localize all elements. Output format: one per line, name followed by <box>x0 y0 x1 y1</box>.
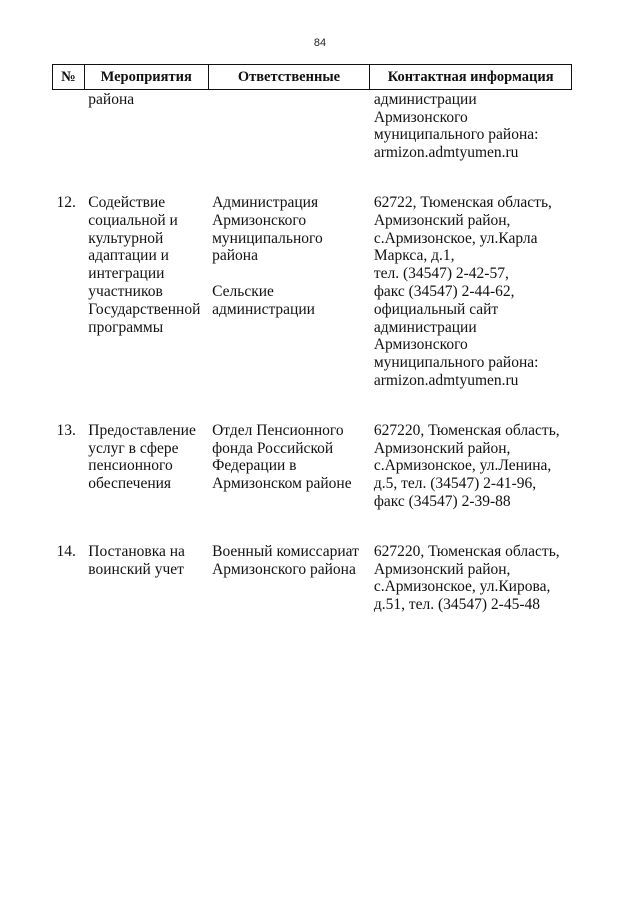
contact-line: 62722, Тюменская область, <box>373 193 552 211</box>
contact-cell <box>370 194 572 390</box>
contact-line: Армизонский район, <box>373 560 511 578</box>
contact-line: с.Армизонское, ул.Кирова, <box>373 578 551 596</box>
event-line: воинский учет <box>88 560 184 578</box>
contact-line: 627220, Тюменская область, <box>373 542 560 560</box>
row-number <box>53 89 85 162</box>
contact-line: Маркса, д.1, <box>373 247 455 265</box>
row-number: 13. <box>56 421 76 439</box>
table-row <box>53 543 572 614</box>
responsible-line: Армизонском районе <box>212 475 352 493</box>
responsible-line: Сельские <box>212 282 274 300</box>
event-line: участников <box>88 282 163 300</box>
contact-cell <box>370 89 572 162</box>
responsible-line: Армизонского района <box>212 560 356 578</box>
event-cell <box>84 194 208 390</box>
responsible-cell <box>208 89 370 162</box>
event-line: Государственной <box>88 300 201 318</box>
contact-line: д.5, тел. (34547) 2-41-96, <box>373 475 537 493</box>
contact-line: с.Армизонское, ул.Ленина, <box>373 457 552 475</box>
row-number: 14. <box>56 542 76 560</box>
contact-line: Армизонский район, <box>373 439 511 457</box>
contact-line: муниципального района: <box>373 354 539 372</box>
table-header-row <box>53 65 572 90</box>
contact-line: факс (34547) 2-44-62, <box>373 282 515 300</box>
table-row <box>53 422 572 511</box>
event-line: услуг в сфере <box>88 439 179 457</box>
page-number: 84 <box>313 37 327 49</box>
event-line: социальной и <box>88 211 178 229</box>
contact-line: муниципального района: <box>373 126 539 144</box>
responsible-cell <box>208 194 370 390</box>
responsible-line: Армизонского <box>212 211 307 229</box>
table-row <box>53 194 572 390</box>
contact-cell <box>370 543 572 614</box>
responsible-line: района <box>212 247 258 265</box>
event-line: адаптации и <box>88 247 169 265</box>
responsible-line: Администрация <box>212 193 319 211</box>
contact-line: armizon.admtyumen.ru <box>373 144 519 162</box>
contact-line: armizon.admtyumen.ru <box>373 371 519 389</box>
event-line: культурной <box>88 229 164 247</box>
contact-line: администрации <box>373 90 477 108</box>
event-cell <box>84 89 208 162</box>
contact-line: официальный сайт <box>373 300 499 318</box>
header-events: Мероприятия <box>84 65 208 90</box>
event-line: Содействие <box>88 193 166 211</box>
responsible-line: Федерации в <box>212 457 297 475</box>
contact-line: Армизонского <box>373 108 468 126</box>
contacts-table <box>52 64 572 614</box>
contact-line: 627220, Тюменская область, <box>373 421 560 439</box>
contact-line: тел. (34547) 2-42-57, <box>373 265 509 283</box>
responsible-line: администрации <box>212 300 315 318</box>
responsible-cell <box>208 543 370 614</box>
event-line: программы <box>88 318 164 336</box>
contact-line: с.Армизонское, ул.Карла <box>373 229 538 247</box>
header-number: № <box>53 65 85 90</box>
event-cell <box>84 422 208 511</box>
contact-line: Армизонский район, <box>373 211 511 229</box>
event-line: района <box>88 90 135 108</box>
event-line: пенсионного <box>88 457 173 475</box>
responsible-line: Военный комиссариат <box>212 542 359 560</box>
contact-line: д.51, тел. (34547) 2-45-48 <box>373 596 540 614</box>
contact-line: Армизонского <box>373 336 468 354</box>
responsible-line: Отдел Пенсионного <box>212 421 344 439</box>
responsible-line: муниципального <box>212 229 323 247</box>
header-contacts: Контактная информация <box>370 65 572 90</box>
row-number: 12. <box>56 193 76 211</box>
event-cell <box>84 543 208 614</box>
event-line: обеспечения <box>88 475 172 493</box>
event-line: Постановка на <box>88 542 185 560</box>
event-line: интеграции <box>88 265 165 283</box>
contact-line: факс (34547) 2-39-88 <box>373 492 511 510</box>
header-responsible: Ответственные <box>208 65 370 90</box>
event-line: Предоставление <box>88 421 196 439</box>
contact-line: администрации <box>373 318 477 336</box>
responsible-cell <box>208 422 370 511</box>
responsible-line: фонда Российской <box>212 439 334 457</box>
table-row-continuation <box>53 89 572 162</box>
contact-cell <box>370 422 572 511</box>
